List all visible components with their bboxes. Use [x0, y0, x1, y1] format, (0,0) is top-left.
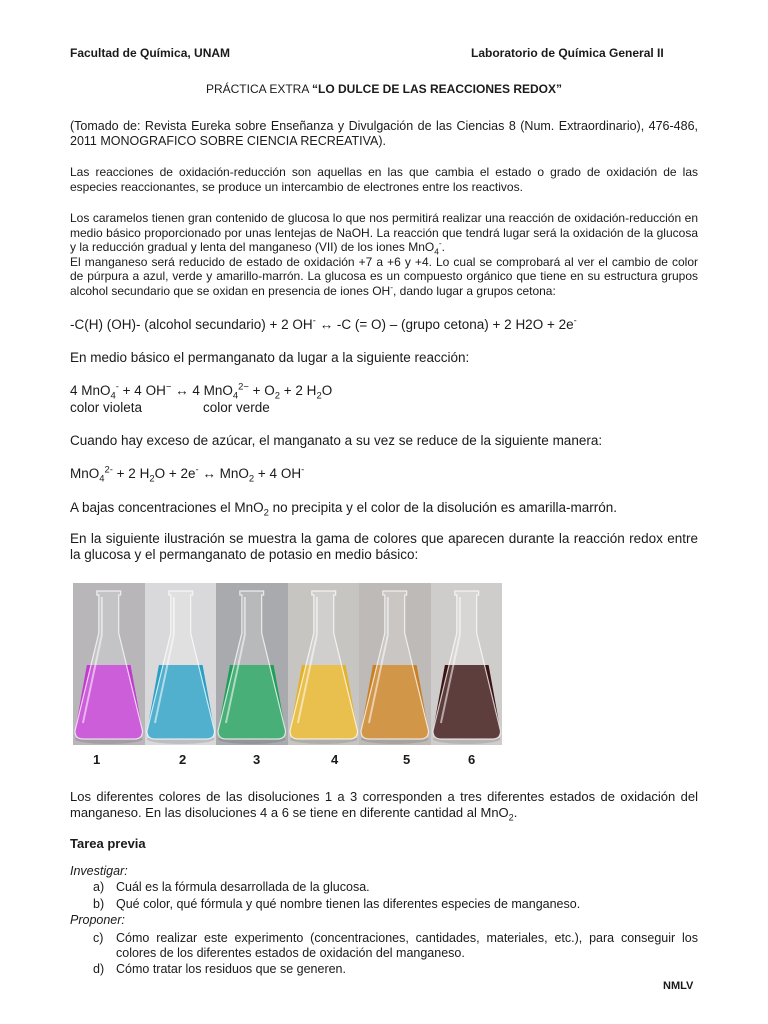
eq1-arrow: ↔: [315, 317, 337, 332]
intro-paragraph: Las reacciones de oxidación-reducción son aquellas en las que cambia el estado o grado de oxidación de las especies reaccionantes, se produce un intercambio de electrones entre los reactivos.: [70, 165, 698, 194]
eq1-sup1: -: [312, 315, 316, 327]
flask-panel: [73, 583, 145, 745]
para2-sup: -: [438, 238, 442, 248]
flask-panel: [145, 583, 217, 745]
eq3-d: MnO: [219, 466, 249, 481]
task-item-c: [93, 931, 698, 961]
diferentes-paragraph: [70, 789, 698, 821]
equation-alcohol: [70, 316, 577, 333]
flask-number-label: 1: [93, 752, 101, 767]
page-title: [0, 82, 768, 96]
eq3-a-sup: 2-: [104, 464, 113, 476]
flask-panel: [431, 583, 503, 745]
flask-labels: [73, 752, 502, 770]
task-item-a: [93, 880, 698, 895]
eq2-e: + 2 H: [280, 383, 317, 398]
flask-number-label: 3: [253, 752, 261, 767]
bajas-sub: 2: [263, 507, 269, 519]
eq3-a-sub: 4: [99, 473, 105, 485]
task-item-b: [93, 897, 698, 912]
source-citation: (Tomado de: Revista Eureka sobre Enseñanza y Divulgación de las Ciencias 8 (Num. Extraordinario), 476-486, 2011 MONOGRAFICO SOBRE CIENCIA RECREATIVA).: [70, 119, 698, 148]
eq2-d-sub: 2: [274, 390, 281, 402]
eq1-right: -C (= O) – (grupo cetona) + 2 H2O + 2e: [336, 317, 574, 332]
para2-text-a: Los caramelos tienen gran contenido de glucosa lo que nos permitirá realizar una reacción de oxidación-reducción en medio básico proporcionado por unas lentejas de NaOH. La reacción que tendrá lugar será la oxidación de la glucosa y la reducción gradual y lenta del manganeso (VII) de los iones MnO: [70, 211, 698, 254]
equation-manganate: [70, 464, 305, 485]
bajas-concentraciones-text: [70, 499, 618, 519]
eq2-a-sup: -: [115, 381, 119, 393]
task-c-text: Cómo realizar este experimento (concentraciones, cantidades, materiales, etc.), para conseguir los colores de los diferentes estados de oxidación del manganeso.: [116, 931, 698, 960]
para2-sub: 4: [434, 246, 439, 257]
flask-number-label: 2: [179, 752, 187, 767]
task-c-label: c): [93, 931, 104, 945]
diferentes-a: Los diferentes colores de las disoluciones 1 a 3 corresponden a tres diferentes estados de oxidación del manganeso. En las disoluciones 4 a 6 se tiene en diferente cantidad al MnO: [70, 789, 698, 820]
eq2-b-sup: −: [165, 381, 172, 393]
task-d-label: d): [93, 962, 105, 976]
flask-icon: [359, 583, 431, 745]
eq3-a: MnO: [70, 466, 100, 481]
eq3-b-sub: 2: [149, 473, 155, 485]
flask-icon: [288, 583, 360, 745]
tarea-previa-heading: Tarea previa: [70, 836, 146, 851]
para2-end-a: .: [441, 240, 446, 254]
eq3-e-sup: -: [301, 464, 305, 476]
flask-panel: [288, 583, 360, 745]
task-b-text: Qué color, qué fórmula y qué nombre tienen las diferentes especies de manganeso.: [116, 897, 581, 911]
eq2-f: O: [321, 383, 333, 398]
caramelos-paragraph: [70, 211, 698, 298]
title-main: “LO DULCE DE LAS REACCIONES REDOX”: [312, 82, 563, 96]
flask-panel: [216, 583, 288, 745]
header-left: Facultad de Química, UNAM: [70, 46, 231, 60]
flask-number-label: 5: [403, 752, 411, 767]
para2-end-b: , dando lugar a grupos cetona:: [393, 283, 556, 298]
medio-basico-text: En medio básico el permanganato da lugar a la siguiente reacción:: [70, 350, 470, 365]
eq2-arrow: ↔: [171, 383, 193, 398]
eq2-b: + 4 OH: [118, 383, 166, 398]
eq3-b: + 2 H: [112, 466, 150, 481]
bajas-a: A bajas concentraciones el MnO: [70, 500, 264, 515]
task-a-text: Cuál es la fórmula desarrollada de la glucosa.: [116, 880, 370, 894]
color-verde-label: color verde: [203, 400, 270, 415]
flask-icon: [431, 583, 503, 745]
eq2-e-sub: 2: [316, 390, 322, 402]
flask-number-label: 4: [331, 752, 339, 767]
eq2-c-sup: 2−: [238, 381, 249, 393]
eq2-a: 4 MnO: [70, 383, 111, 398]
flask-icon: [145, 583, 217, 745]
flask-icon: [73, 583, 145, 745]
task-a-label: a): [93, 880, 105, 894]
eq3-c-sup: -: [195, 464, 199, 476]
eq2-a-sub: 4: [110, 390, 116, 402]
header-right: Laboratorio de Química General II: [471, 46, 664, 60]
eq1-sup2: -: [573, 315, 577, 327]
title-prefix: PRÁCTICA EXTRA: [205, 82, 312, 96]
proponer-label: Proponer:: [70, 913, 125, 927]
eq2-c: 4 MnO: [192, 383, 233, 398]
diferentes-sub: 2: [508, 812, 514, 823]
equation-permanganate: [70, 381, 333, 402]
eq2-d: + O: [248, 383, 275, 398]
task-d-text: Cómo tratar los residuos que se generen.: [116, 962, 346, 976]
eq3-d-sub: 2: [248, 473, 255, 485]
investigar-label: Investigar:: [70, 864, 128, 878]
exceso-text: Cuando hay exceso de azúcar, el manganato a su vez se reduce de la siguiente manera:: [70, 433, 603, 448]
bajas-b: no precipita y el color de la disolución es amarilla-marrón.: [268, 500, 618, 515]
eq3-c: O + 2e: [154, 466, 196, 481]
eq3-e: + 4 OH: [254, 466, 302, 481]
flask-photo: [73, 583, 502, 745]
eq3-arrow: ↔: [198, 466, 220, 481]
task-item-d: [93, 962, 698, 977]
flask-icon: [216, 583, 288, 745]
color-violeta-label: color violeta: [70, 400, 143, 415]
footer-initials: NMLV: [663, 980, 694, 992]
flask-number-label: 6: [468, 752, 476, 767]
para2-text-b: El manganeso será reducido de estado de oxidación +7 a +6 y +4. Lo cual se comprobará al ver el cambio de color de púrpura a azul, verde y amarillo-marrón. La glucosa es un compuesto orgánico que tiene en su estructura grupos alcohol secundario que se oxidan en presencia de iones OH: [70, 254, 698, 298]
ilustracion-paragraph: En la siguiente ilustración se muestra la gama de colores que aparecen durante la reacción redox entre la glucosa y el permanganato de potasio en medio básico:: [70, 531, 698, 562]
para2-sup-b: -: [390, 281, 394, 292]
diferentes-b: .: [513, 805, 518, 820]
eq1-left: -C(H) (OH)- (alcohol secundario) + 2 OH: [70, 317, 313, 332]
flask-panel: [359, 583, 431, 745]
eq2-c-sub: 4: [232, 390, 239, 402]
task-b-label: b): [93, 897, 105, 911]
